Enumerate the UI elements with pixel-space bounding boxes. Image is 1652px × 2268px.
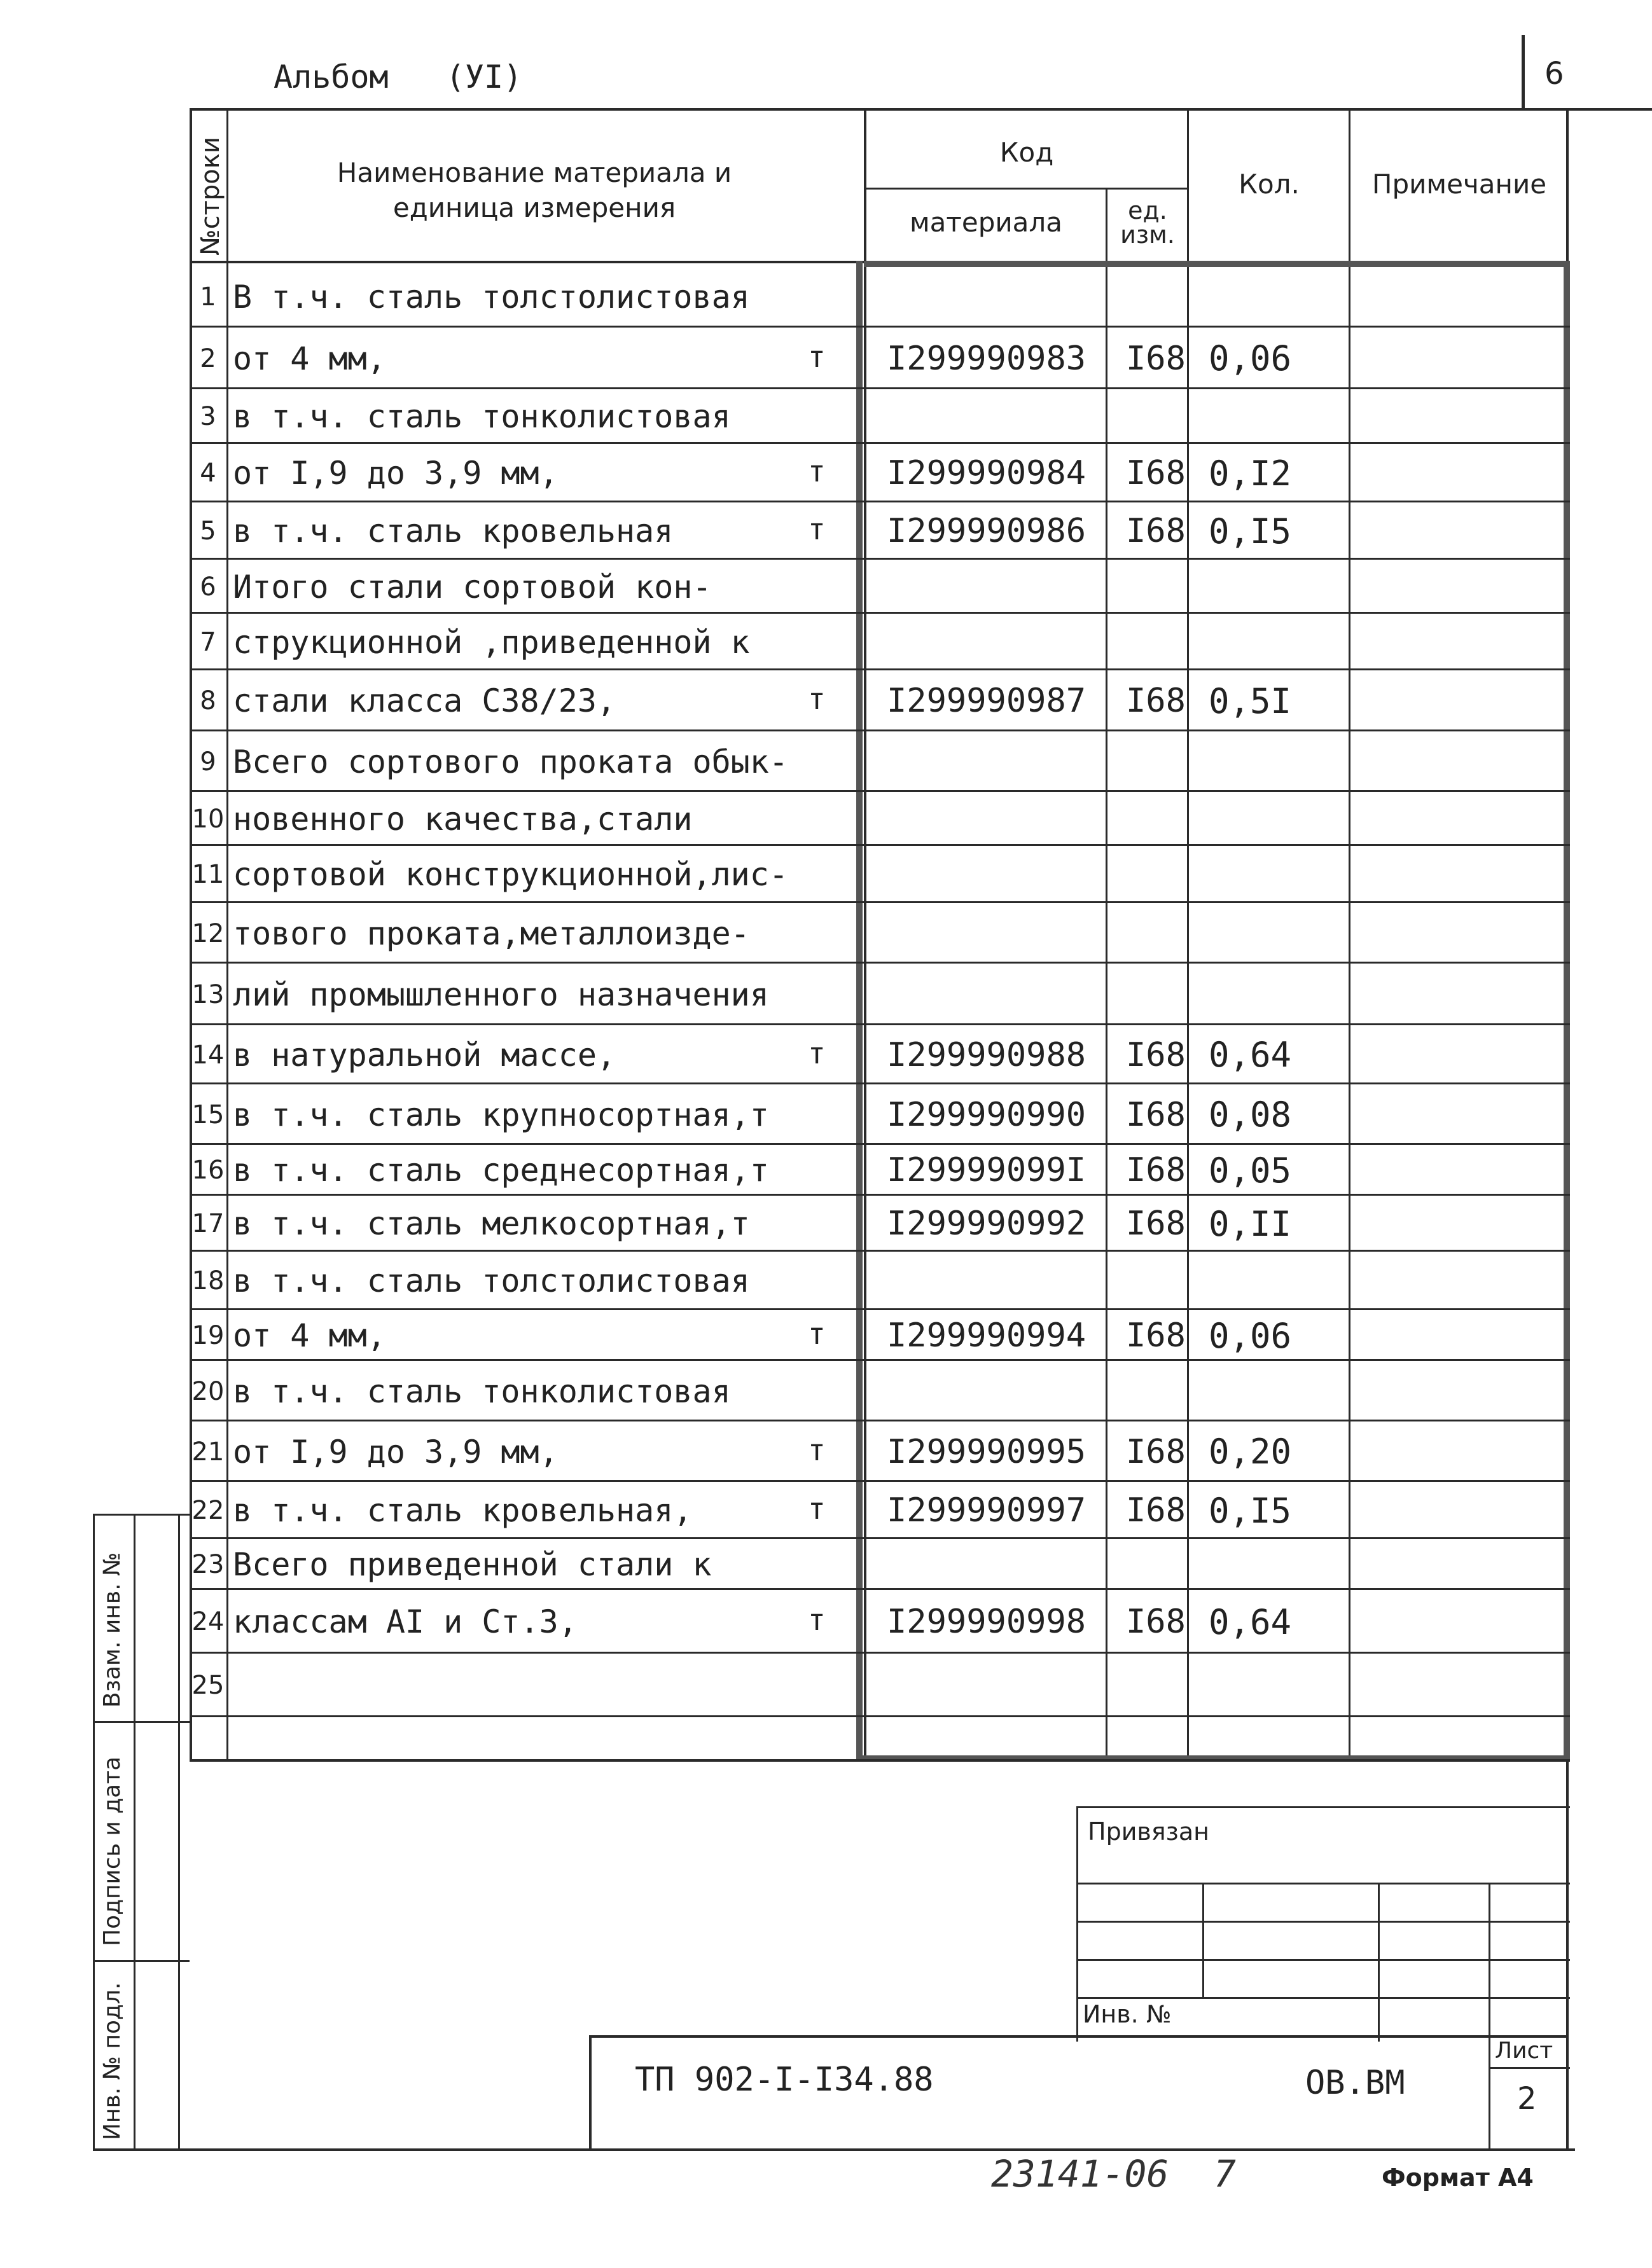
row-quantity <box>1190 614 1349 670</box>
row-quantity: 0,05 <box>1209 1150 1292 1191</box>
header-note: Примечание <box>1371 168 1547 200</box>
row-quantity: 0,II <box>1209 1203 1292 1244</box>
row-number: 9 <box>200 747 216 777</box>
row-quantity <box>1190 389 1349 444</box>
row-name: от I,9 до 3,9 мм, <box>233 455 559 492</box>
row-name: в натуральной массе, <box>233 1036 616 1074</box>
row-unit-code: I68 <box>1126 1317 1186 1355</box>
row-number: 20 <box>191 1376 225 1406</box>
privyazan-label: Привязан <box>1088 1818 1209 1846</box>
row-number: 23 <box>191 1550 225 1579</box>
row-name: в т.ч. сталь тонколистовая <box>233 1373 731 1410</box>
row-material-code: I299990998 <box>887 1603 1086 1641</box>
row-quantity: 0,08 <box>1209 1095 1292 1135</box>
row-number: 12 <box>191 918 225 948</box>
inv-no-label: Инв. № <box>1083 2000 1172 2028</box>
document-code: ТП 902-I-I34.88 <box>635 2061 934 2099</box>
row-name: в т.ч. сталь кровельная <box>233 513 674 550</box>
row-name: сортовой конструкционной,лис- <box>233 856 788 893</box>
row-unit-code <box>1108 1539 1187 1590</box>
row-unit-code: I68 <box>1126 1151 1186 1189</box>
row-name: лий промышленного назначения <box>233 976 769 1013</box>
row-quantity <box>1190 903 1349 964</box>
row-unit-code <box>1108 266 1187 328</box>
row-quantity <box>1190 1361 1349 1421</box>
album-title: Альбом <box>274 59 389 95</box>
row-unit-code <box>1108 1252 1187 1310</box>
row-name: в т.ч. сталь кровельная, <box>233 1492 693 1529</box>
row-unit-code: I68 <box>1126 512 1186 550</box>
row-unit-code: I68 <box>1126 339 1186 378</box>
album-volume: (УI) <box>445 59 523 95</box>
sheet-number: 2 <box>1517 2081 1537 2117</box>
row-unit-code: I68 <box>1126 1095 1186 1134</box>
row-quantity: 0,20 <box>1209 1432 1292 1472</box>
row-name: Всего приведенной стали к <box>233 1546 712 1583</box>
row-material-code <box>866 389 1106 444</box>
row-unit-code <box>1108 903 1187 964</box>
row-quantity <box>1190 964 1349 1025</box>
header-code-material: материала <box>909 206 1062 238</box>
row-number: 6 <box>200 572 216 602</box>
row-name: струкционной ,приведенной к <box>233 623 750 661</box>
row-quantity: 0,64 <box>1209 1601 1292 1642</box>
row-unit: т <box>808 512 826 546</box>
row-unit-code <box>1108 964 1187 1025</box>
row-material-code: I299990988 <box>887 1035 1086 1074</box>
row-quantity <box>1190 1252 1349 1310</box>
row-unit-code: I68 <box>1126 1432 1186 1471</box>
row-quantity: 0,I2 <box>1209 453 1292 494</box>
row-name: в т.ч. сталь крупносортная,т <box>233 1096 769 1133</box>
row-name: от I,9 до 3,9 мм, <box>233 1433 559 1470</box>
row-material-code: I299990987 <box>887 682 1086 720</box>
row-name: в т.ч. сталь тонколистовая <box>233 398 731 435</box>
row-unit: т <box>808 1317 826 1351</box>
row-material-code <box>866 792 1106 846</box>
row-number: 24 <box>191 1607 225 1636</box>
row-material-code: I299990995 <box>887 1432 1086 1471</box>
row-number: 10 <box>191 804 225 834</box>
row-material-code: I299990992 <box>887 1205 1086 1243</box>
row-quantity: 0,64 <box>1209 1035 1292 1075</box>
row-unit: т <box>808 1432 826 1467</box>
format-label: Формат А4 <box>1382 2164 1534 2192</box>
row-name: стали класса С38/23, <box>233 682 616 719</box>
row-material-code <box>866 614 1106 670</box>
row-unit-code <box>1108 846 1187 903</box>
row-name: от 4 мм, <box>233 1317 386 1354</box>
row-name: от 4 мм, <box>233 340 386 377</box>
row-unit: т <box>808 1491 826 1526</box>
stamp-inv: Инв. № подл. <box>99 1982 125 2140</box>
row-unit: т <box>808 339 826 374</box>
row-number: 15 <box>191 1100 225 1130</box>
row-unit-code <box>1108 1361 1187 1421</box>
row-unit-code <box>1108 614 1187 670</box>
row-number: 22 <box>191 1496 225 1525</box>
row-number: 18 <box>191 1266 225 1296</box>
header-name: Наименование материала и единица измерения <box>337 157 732 223</box>
row-material-code <box>866 846 1106 903</box>
row-material-code <box>866 964 1106 1025</box>
row-name: в т.ч. сталь мелкосортная,т <box>233 1205 750 1242</box>
row-name: Итого стали сортовой кон- <box>233 568 712 605</box>
row-number: 16 <box>191 1156 225 1185</box>
row-number: 25 <box>191 1671 225 1700</box>
row-material-code <box>866 903 1106 964</box>
row-quantity <box>1190 846 1349 903</box>
row-material-code <box>866 1252 1106 1310</box>
row-material-code <box>866 1361 1106 1421</box>
row-number: 11 <box>191 860 225 889</box>
row-number: 14 <box>191 1040 225 1070</box>
page-number: 6 <box>1544 56 1564 92</box>
row-unit-code: I68 <box>1126 1035 1186 1074</box>
row-quantity <box>1190 792 1349 846</box>
row-material-code <box>866 731 1106 792</box>
row-quantity: 0,06 <box>1209 338 1292 378</box>
row-name: в т.ч. сталь среднесортная,т <box>233 1152 769 1189</box>
row-quantity: 0,I5 <box>1209 511 1292 551</box>
row-quantity <box>1190 1539 1349 1590</box>
row-name: Всего сортового проката обык- <box>233 743 788 780</box>
row-number: 13 <box>191 979 225 1009</box>
row-number: 19 <box>191 1321 225 1350</box>
stamp-podpis: Подпись и дата <box>99 1756 125 1946</box>
row-unit-code <box>1108 560 1187 614</box>
row-material-code <box>866 1654 1106 1717</box>
row-name: В т.ч. сталь толстолистовая <box>233 278 750 315</box>
header-row-no: №строки <box>196 137 225 256</box>
row-number: 5 <box>200 516 216 546</box>
row-material-code <box>866 1539 1106 1590</box>
row-unit: т <box>808 682 826 716</box>
row-name: тового проката,металлоизде- <box>233 915 750 952</box>
row-number: 4 <box>200 459 216 488</box>
row-unit: т <box>808 1603 826 1637</box>
row-material-code: I299990997 <box>887 1491 1086 1530</box>
row-material-code <box>866 266 1106 328</box>
row-unit: т <box>808 1035 826 1070</box>
handwritten-digit: 7 <box>1214 2152 1236 2195</box>
row-material-code: I29999099I <box>887 1151 1086 1189</box>
row-quantity: 0,I5 <box>1209 1490 1292 1531</box>
row-number: 3 <box>200 402 216 431</box>
row-quantity: 0,06 <box>1209 1315 1292 1356</box>
header-code-unit: ед. изм. <box>1120 197 1175 249</box>
header-code: Код <box>999 136 1054 168</box>
row-number: 7 <box>200 627 216 657</box>
row-unit-code <box>1108 389 1187 444</box>
row-unit-code: I68 <box>1126 682 1186 720</box>
row-material-code: I299990990 <box>887 1095 1086 1134</box>
row-unit-code: I68 <box>1126 1205 1186 1243</box>
document-mark: ОВ.ВМ <box>1305 2064 1405 2102</box>
row-number: 17 <box>191 1209 225 1238</box>
row-number: 2 <box>200 343 216 373</box>
stamp-vzam: Взам. инв. № <box>99 1552 125 1708</box>
row-unit-code: I68 <box>1126 1491 1186 1530</box>
row-name: новенного качества,стали <box>233 800 693 838</box>
row-material-code: I299990994 <box>887 1317 1086 1355</box>
row-unit-code: I68 <box>1126 1603 1186 1641</box>
row-name: классам АI и Ст.3, <box>233 1603 578 1640</box>
row-material-code: I299990984 <box>887 454 1086 492</box>
sheet-label: Лист <box>1495 2038 1553 2064</box>
row-number: 21 <box>191 1437 225 1467</box>
row-quantity: 0,5I <box>1209 681 1292 721</box>
row-number: 8 <box>200 686 216 716</box>
row-name <box>226 1654 859 1717</box>
row-number: 1 <box>200 282 216 312</box>
row-quantity <box>1190 266 1349 328</box>
row-unit-code: I68 <box>1126 454 1186 492</box>
row-material-code: I299990986 <box>887 512 1086 550</box>
row-name: в т.ч. сталь толстолистовая <box>233 1262 750 1299</box>
row-unit-code <box>1108 731 1187 792</box>
handwritten-archive-number: 23141-06 <box>991 2152 1169 2195</box>
row-material-code: I299990983 <box>887 339 1086 378</box>
row-quantity <box>1190 731 1349 792</box>
row-material-code <box>866 560 1106 614</box>
row-unit-code <box>1108 792 1187 846</box>
header-qty: Кол. <box>1239 168 1300 200</box>
row-unit: т <box>808 454 826 488</box>
row-quantity <box>1190 1654 1349 1717</box>
row-quantity <box>1190 560 1349 614</box>
row-unit-code <box>1108 1654 1187 1717</box>
